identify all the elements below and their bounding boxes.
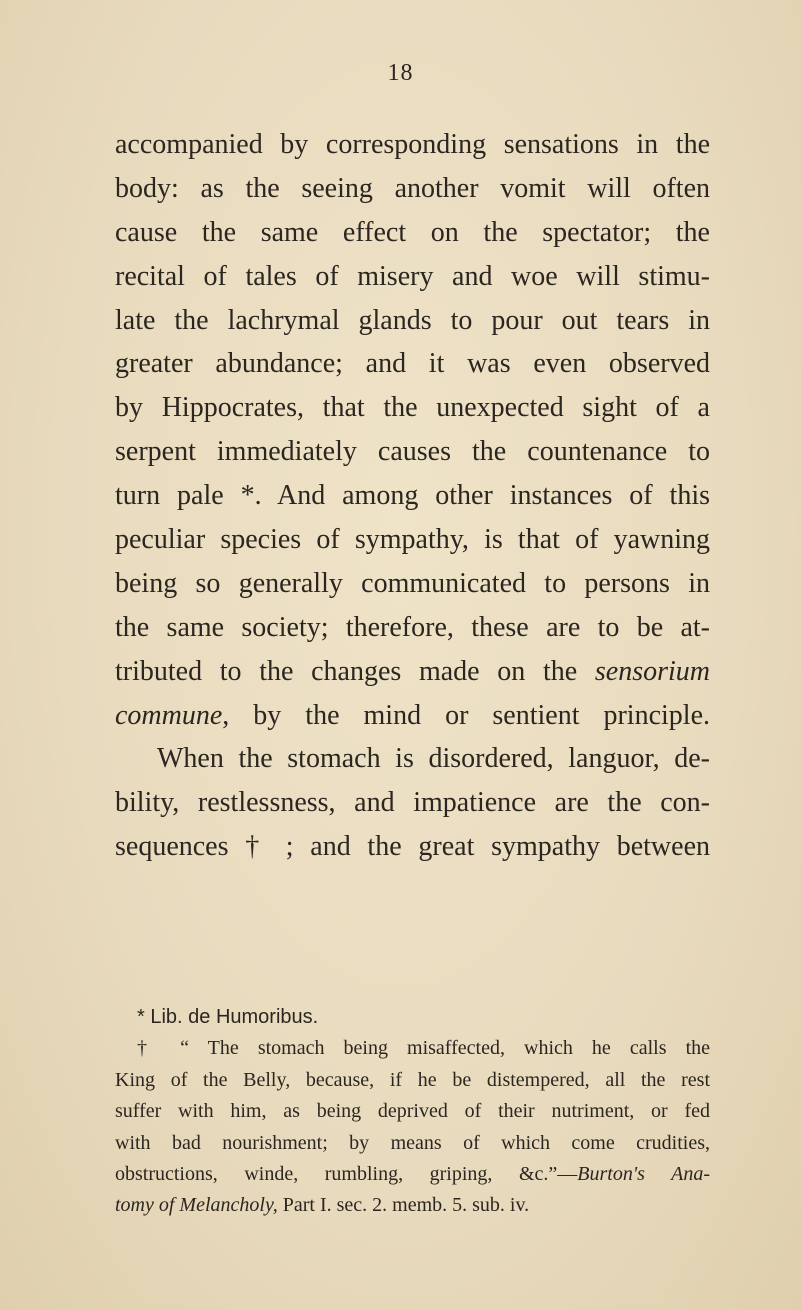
footnote-text: obstructions, winde, rumbling, griping, &c.”—: [115, 1162, 578, 1185]
body-line: sequences † ; and the great sympathy between: [115, 831, 710, 863]
body-line: turn pale *. And among other instances of this: [115, 480, 710, 512]
body-line: greater abundance; and it was even observed: [115, 348, 710, 380]
body-line: [115, 694, 710, 738]
body-line: body: as the seeing another vomit will often: [115, 172, 710, 204]
body-line: [115, 650, 710, 694]
footnote-2-line: [115, 1190, 710, 1221]
body-line: peculiar species of sympathy, is that of yawning: [115, 524, 710, 556]
body-line-text: , by the mind or sentient principle.: [222, 699, 710, 731]
body-line: recital of tales of misery and woe will stimu-: [115, 260, 710, 292]
body-line: serpent immediately causes the countenance to: [115, 436, 710, 468]
citation-italic: Burton's Ana-: [577, 1162, 710, 1185]
footnote-2-line: King of the Belly, because, if he be distempered, all the rest: [115, 1068, 710, 1091]
body-line: cause the same effect on the spectator; the: [115, 216, 710, 248]
italic-term: commune: [115, 699, 223, 731]
body-line: the same society; therefore, these are to be at-: [115, 611, 710, 643]
footnotes: [115, 1002, 710, 1222]
footnote-2-line: with bad nourishment; by means of which come crudities,: [115, 1131, 710, 1154]
page-number: 18: [387, 60, 414, 86]
body-line-text: tributed to the changes made on the: [115, 655, 595, 687]
footnote-text: Part I. sec. 2. memb. 5. sub. iv.: [277, 1194, 530, 1217]
body-line: accompanied by corresponding sensations in the: [115, 129, 710, 160]
italic-term: sensorium: [594, 655, 710, 687]
body-line: being so generally communicated to persons in: [115, 567, 710, 599]
body-line: late the lachrymal glands to pour out tears in: [115, 304, 710, 336]
footnote-2-line: suffer with him, as being deprived of their nutriment, or fed: [115, 1100, 710, 1123]
footnote-1: * Lib. de Humoribus.: [137, 1006, 319, 1028]
footnote-2-line: † “ The stomach being misaffected, which he calls the: [137, 1037, 710, 1060]
footnote-2-line: [115, 1159, 710, 1190]
citation-italic: tomy of Melancholy,: [115, 1194, 278, 1217]
body-line: bility, restlessness, and impatience are the con-: [115, 787, 710, 819]
body-text: [115, 123, 710, 869]
body-line: by Hippocrates, that the unexpected sight of a: [115, 392, 710, 424]
body-line: When the stomach is disordered, languor, de-: [157, 743, 710, 775]
